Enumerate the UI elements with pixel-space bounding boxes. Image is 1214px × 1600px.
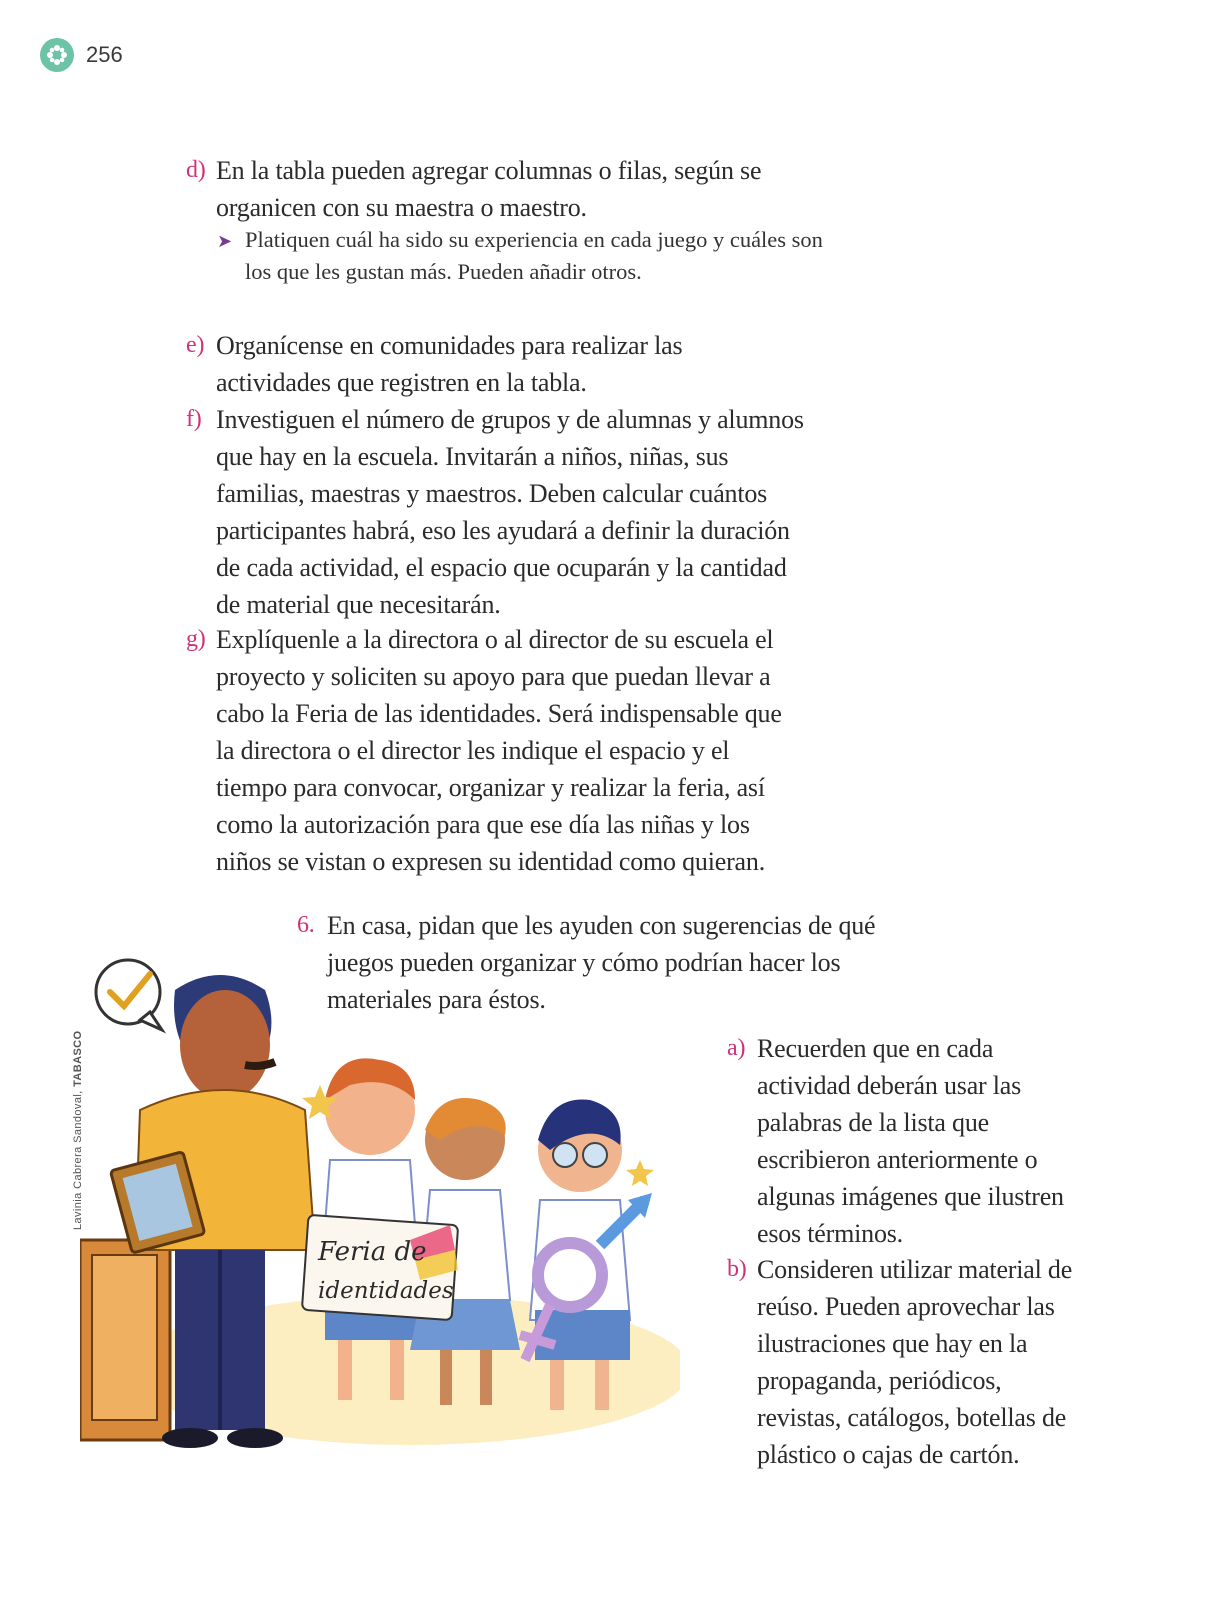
- item-marker: b): [727, 1256, 747, 1282]
- sign-line-2: identidades: [318, 1278, 454, 1304]
- credit-name: Lavinia Cabrera Sandoval,: [72, 1090, 84, 1230]
- page-number: 256: [86, 42, 123, 67]
- item-marker: g): [186, 626, 206, 652]
- check-bubble-icon: [96, 960, 162, 1030]
- sign-line-1: Feria de: [318, 1237, 427, 1267]
- feria-sign: [302, 1215, 458, 1320]
- purple-arrow-icon: ➤: [217, 231, 233, 251]
- item-marker: e): [186, 332, 205, 358]
- list-item-d: [186, 152, 796, 226]
- item-text: Recuerden que en cada actividad deberán usar las palabras de la lista que escribieron anteriormente o algunas imágenes que ilustren esos términos.: [757, 1034, 1064, 1248]
- item-text: Consideren utilizar material de reúso. Pueden aprovechar las ilustraciones que hay en la propaganda, periódicos, revistas, catálogos, botellas de plástico o cajas de cartón.: [757, 1255, 1073, 1469]
- item-marker: f): [186, 406, 202, 432]
- step6-item-b: [727, 1251, 1087, 1473]
- list-item-e: [186, 327, 716, 401]
- step6-item-a: [727, 1030, 1087, 1252]
- credit-place: TABASCO: [72, 1030, 84, 1087]
- item-marker: a): [727, 1035, 746, 1061]
- item-text: Investiguen el número de grupos y de alumnas y alumnos que hay en la escuela. Invitarán a niños, niñas, sus familias, maestras y maestros. Deben calcular cuántos participantes habrá, eso les ayudará a definir la duración de cada actividad, el espacio que ocuparán y la cantidad de material que necesitarán.: [216, 405, 804, 619]
- sub-bullet: [217, 224, 825, 288]
- desk: [80, 1240, 170, 1440]
- sub-bullet-text: Platiquen cuál ha sido su experiencia en cada juego y cuáles son los que les gustan más. Pueden añadir otros.: [245, 227, 823, 284]
- item-text: Organícense en comunidades para realizar las actividades que registren en la tabla.: [216, 331, 683, 397]
- list-item-g: [186, 621, 806, 880]
- step-number: 6.: [297, 912, 315, 938]
- step-text: En casa, pidan que les ayuden con sugerencias de qué juegos pueden organizar y cómo podrían hacer los materiales para éstos.: [327, 911, 876, 1014]
- feria-illustration: [80, 950, 680, 1480]
- page-header: [40, 38, 123, 72]
- item-text: Explíquenle a la directora o al director de su escuela el proyecto y soliciten su apoyo para que puedan llevar a cabo la Feria de las identidades. Será indispensable que la directora o el director les indique el espacio y el tiempo para convocar, organizar y realizar la feria, así como la autorización para que ese día las niñas y los niños se vistan o expresen su identidad como quieran.: [216, 625, 782, 876]
- item-text: En la tabla pueden agregar columnas o filas, según se organicen con su maestra o maestro.: [216, 156, 762, 222]
- list-item-f: [186, 401, 816, 623]
- item-marker: d): [186, 157, 206, 183]
- green-flower-icon: [40, 38, 74, 72]
